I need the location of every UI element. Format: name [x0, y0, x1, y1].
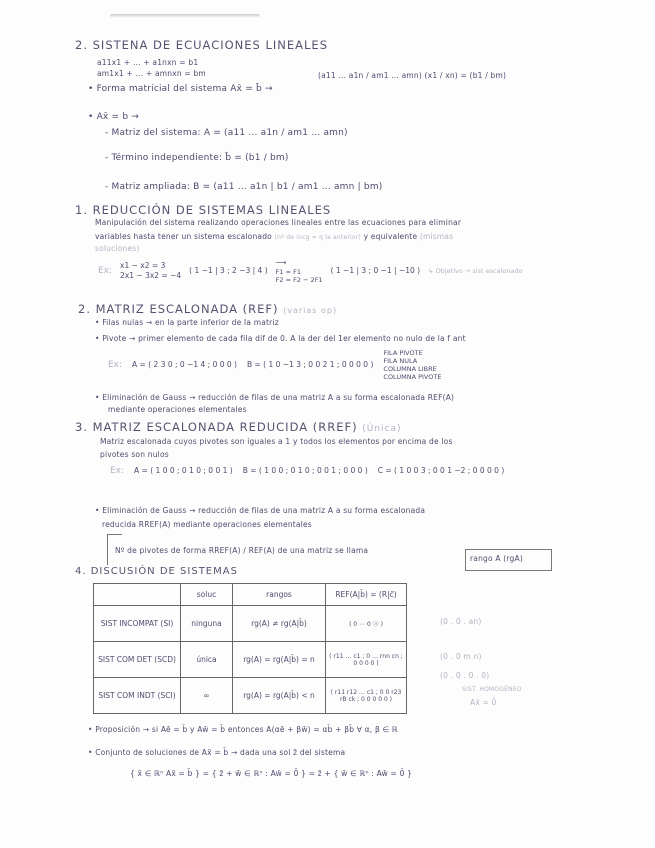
side-note-3: (0 . 0 . 0 . 0): [440, 671, 490, 680]
proposicion: • Proposición → si Aē = b̄ y Aw̄ = b̄ entonces A(αē + βw̄) = αb̄ + βb̄ ∀ α, β ∈ ℝ: [88, 725, 399, 734]
ref-title: 2. MATRIZ ESCALONADA (REF): [78, 302, 279, 316]
gauss-ref-2: mediante operaciones elementales: [108, 405, 247, 414]
side-note-1: (0 . 0 . an): [440, 617, 482, 626]
gauss-rref-1: • Eliminación de Gauss → reducción de filas de una matriz A a su forma escalonada: [95, 506, 426, 515]
cell-soluc: ninguna: [181, 606, 233, 642]
row-operations: [276, 258, 323, 284]
rref-ex-label: Ex:: [110, 466, 125, 476]
conjunto-ecuacion: { x̄ ∈ ℝⁿ Ax̄ = b̄ } = { z̄ + w̄ ∈ ℝⁿ : Aw̄ = 0̄ } = z̄ + { w̄ ∈ ℝⁿ : Aw̄ = 0̄ }: [130, 769, 413, 778]
reduccion-line-2: [95, 232, 453, 241]
reduccion-equivalente: y equivalente: [363, 232, 418, 241]
header-cell: [94, 584, 181, 606]
objetivo-note: ↳ Objetivo → sist escalonado: [428, 267, 523, 275]
cell-tipo: SIST INCOMPAT (SI): [94, 606, 181, 642]
equation-1: a11x1 + ... + a1nxn = b1: [97, 58, 199, 67]
forma-matricial: • Forma matricial del sistema Ax̄ = b̄ →: [88, 84, 273, 94]
label-columna-libre: COLUMNA LIBRE: [383, 365, 437, 373]
matrix-after: ( 1 −1 | 3 ; 0 −1 | −10 ): [330, 266, 421, 275]
side-note-2: (0 . 0 m n): [440, 652, 482, 661]
homogeneo-label: SIST. HOMOGÉNEO: [462, 686, 522, 693]
ref-example: [108, 349, 628, 381]
system-eq-2: 2x1 − 3x2 = −4: [120, 271, 182, 280]
ref-note: (varias op): [283, 306, 338, 315]
rango-label: rango A (rgA): [470, 554, 523, 563]
filas-nulas: • Filas nulas → en la parte inferior de la matriz: [95, 318, 279, 327]
matriz-sistema: - Matriz del sistema: A = (a11 ... a1n / am1 ... amn): [105, 128, 348, 138]
arrow-icon: ⟶: [275, 258, 287, 267]
table-row: [94, 606, 407, 642]
ref-ex-label: Ex:: [108, 360, 123, 370]
reduccion-note: (nº de incg = q la anterior): [274, 234, 361, 241]
matrix-before: ( 1 −1 | 3 ; 2 −3 | 4 ): [189, 266, 268, 275]
page-shadow: [110, 14, 260, 18]
rref-example: [110, 466, 630, 476]
section-title-rref: [75, 420, 402, 434]
matriz-ampliada: - Matriz ampliada: B = (a11 ... a1n | b1 / am1 ... amn | bm): [105, 182, 383, 192]
header-cell: soluc: [181, 584, 233, 606]
rref-matrix-a: A = ( 1 0 0 ; 0 1 0 ; 0 0 1 ): [134, 466, 233, 475]
equation-2: am1x1 + ... + amnxn = bm: [97, 69, 206, 78]
rref-matrix-c: C = ( 1 0 0 3 ; 0 0 1 −2 ; 0 0 0 0 ): [377, 466, 505, 475]
row-op-1: F1 = F1: [275, 268, 301, 276]
cell-soluc: única: [181, 642, 233, 678]
reduccion-example: [98, 258, 638, 284]
table-header-row: [94, 584, 407, 606]
section-title-ref: [78, 302, 337, 316]
system-equations: [120, 261, 181, 281]
cell-rangos: rg(A) = rg(A|b̄) < n: [233, 678, 326, 714]
cell-soluc: ∞: [181, 678, 233, 714]
label-fila-nula: FILA NULA: [383, 357, 418, 365]
table-row: [94, 642, 407, 678]
row-op-2: F2 = F2 − 2F1: [275, 276, 323, 284]
label-columna-pivote: COLUMNA PIVOTE: [383, 373, 442, 381]
table-row: [94, 678, 407, 714]
gauss-ref-1: • Eliminación de Gauss → reducción de filas de una matriz A a su forma escalonada REF(A): [95, 393, 455, 402]
rref-note: (Única): [362, 424, 402, 434]
rref-matrix-b: B = ( 1 0 0 ; 0 1 0 ; 0 0 1 ; 0 0 0 ): [242, 466, 368, 475]
cell-rangos: rg(A) ≠ rg(A|b̄): [233, 606, 326, 642]
homogeneo-eq: Ax̄ = 0̄: [470, 698, 497, 707]
reduccion-line-1: Manipulación del sistema realizando operaciones lineales entre las ecuaciones para eliminar: [95, 218, 462, 227]
header-cell: REF(A|b̄) = (R|c̄): [326, 584, 407, 606]
section-title-sistemas: 2. SISTENA DE ECUACIONES LINEALES: [75, 38, 328, 52]
cell-tipo: SIST COM DET (SCD): [94, 642, 181, 678]
ex-label: Ex:: [98, 266, 113, 276]
conjunto-soluciones: • Conjunto de soluciones de Ax̄ = b̄ → dada una sol z̄ del sistema: [88, 748, 346, 757]
label-fila-pivote: FILA PIVOTE: [383, 349, 423, 357]
reduccion-line-3: soluciones): [95, 244, 140, 253]
termino-independiente: - Término independiente: b̄ = (b1 / bm): [105, 153, 289, 163]
gauss-rref-2: reducida RREF(A) mediante operaciones elementales: [102, 520, 312, 529]
reduccion-mismas: (mismas: [419, 232, 454, 241]
ref-labels: [383, 349, 441, 381]
discusion-table: [93, 583, 407, 714]
ref-matrix-a: A = ( 2 3 0 ; 0 −1 4 ; 0 0 0 ): [132, 360, 237, 369]
rango-definition: Nº de pivotes de forma RREF(A) / REF(A) de una matriz se llama: [115, 546, 369, 555]
ref-matrix-b: B = ( 1 0 −1 3 ; 0 0 2 1 ; 0 0 0 0 ): [246, 360, 374, 369]
section-title-discusion: 4. DISCUSIÓN DE SISTEMAS: [75, 566, 238, 577]
rref-title: 3. MATRIZ ESCALONADA REDUCIDA (RREF): [75, 420, 358, 434]
cell-tipo: SIST COM INDT (SCI): [94, 678, 181, 714]
rref-line-1: Matriz escalonada cuyos pivotes son iguales a 1 y todos los elementos por encima de los: [100, 437, 453, 446]
pivote-def: • Pivote → primer elemento de cada fila dif de 0. A la der del 1er elemento no nulo de la f ant: [95, 334, 466, 343]
axb-line: • Ax̄ = b →: [88, 112, 140, 122]
cell-ref: ( r11 … c1 ; 0 … rnn cn ; 0 0 0 0 ): [326, 642, 407, 678]
system-eq-1: x1 − x2 = 3: [120, 261, 166, 270]
forma-matricial-expr: (a11 ... a1n / am1 ... amn) (x1 / xn) = (b1 / bm): [318, 71, 507, 80]
header-cell: rangos: [233, 584, 326, 606]
cell-ref: ( r11 r12 … c1 ; 0 0 r23 rB ck ; 0 0 0 0 0 ): [326, 678, 407, 714]
section-title-reduccion: 1. REDUCCIÓN DE SISTEMAS LINEALES: [75, 203, 332, 217]
reduccion-text: variables hasta tener un sistema escalonado: [95, 232, 272, 241]
cell-ref: ( 0 ⋯ 0 ⓐ ): [326, 606, 407, 642]
rref-line-2: pivotes son nulos: [100, 450, 169, 459]
cell-rangos: rg(A) = rg(A|b̄) = n: [233, 642, 326, 678]
